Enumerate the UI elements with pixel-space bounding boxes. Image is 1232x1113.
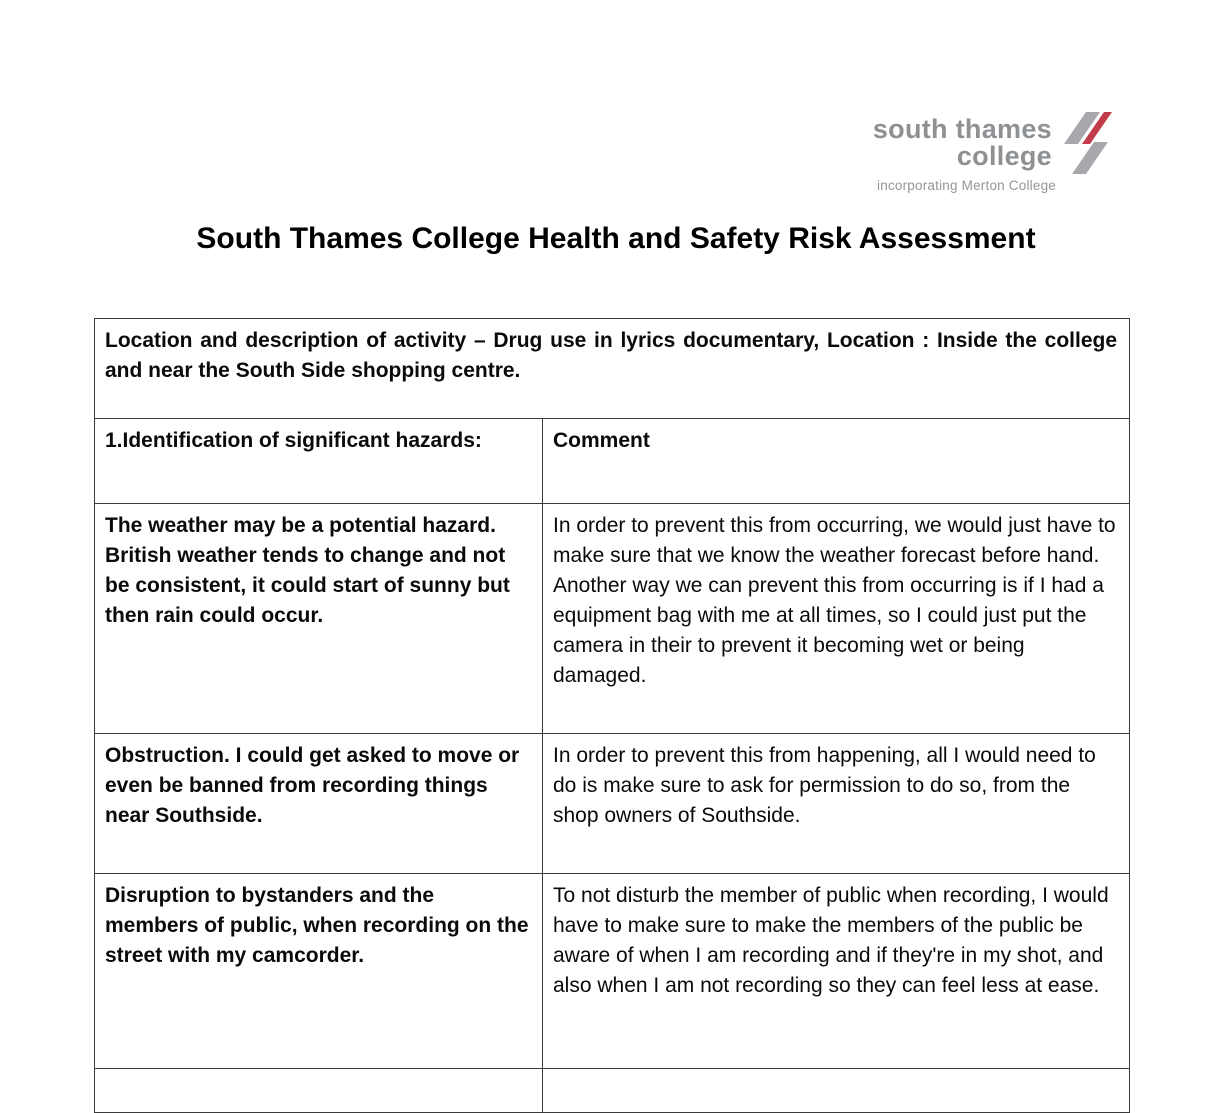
table-row-disruption-hazard: [95, 874, 1130, 1069]
table-row-weather-hazard: [95, 504, 1130, 734]
location-description-cell: Location and description of activity – Drug use in lyrics documentary, Location : Inside the college and near the South Side shopping centre.: [95, 319, 1130, 419]
hazard-cell-weather: The weather may be a potential hazard. British weather tends to change and not be consistent, it could start of sunny but then rain could occur.: [95, 504, 543, 734]
logo-wordmark-line2: college: [956, 141, 1052, 171]
page-title: South Thames College Health and Safety Risk Assessment: [196, 222, 1036, 255]
logo-wordmark: [873, 112, 1052, 170]
college-slash-icon: [1062, 112, 1112, 174]
hazard-cell-partial: [95, 1069, 543, 1113]
comment-cell-partial: [543, 1069, 1130, 1113]
logo-wordmark-line1: south thames: [872, 114, 1052, 144]
college-logo: [873, 112, 1112, 193]
hazard-cell-disruption: Disruption to bystanders and the members of public, when recording on the street with my camcorder.: [95, 874, 543, 1069]
comment-cell-weather: In order to prevent this from occurring, we would just have to make sure that we know the weather forecast before hand. Another way we can prevent this from occurring is if I had a equipment bag with me at all times, so I could just put the camera in their to prevent it becoming wet or being damaged.: [543, 504, 1130, 734]
logo-tagline: incorporating Merton College: [877, 178, 1056, 193]
hazard-cell-obstruction: Obstruction. I could get asked to move or even be banned from recording things near Southside.: [95, 734, 543, 874]
comment-cell-disruption: To not disturb the member of public when recording, I would have to make sure to make the members of the public be aware of when I am recording and if they're in my shot, and also when I am not recording so they can feel less at ease.: [543, 874, 1130, 1069]
comment-cell-obstruction: In order to prevent this from happening, all I would need to do is make sure to ask for permission to do so, from the shop owners of Southside.: [543, 734, 1130, 874]
table-row-column-headers: [95, 419, 1130, 504]
logo-row: [873, 112, 1112, 174]
table-row-partial: [95, 1069, 1130, 1113]
hazards-column-header: 1.Identification of significant hazards:: [95, 419, 543, 504]
risk-assessment-table: [94, 318, 1130, 1113]
table-row-location: [95, 319, 1130, 419]
table-row-obstruction-hazard: [95, 734, 1130, 874]
comment-column-header: Comment: [543, 419, 1130, 504]
